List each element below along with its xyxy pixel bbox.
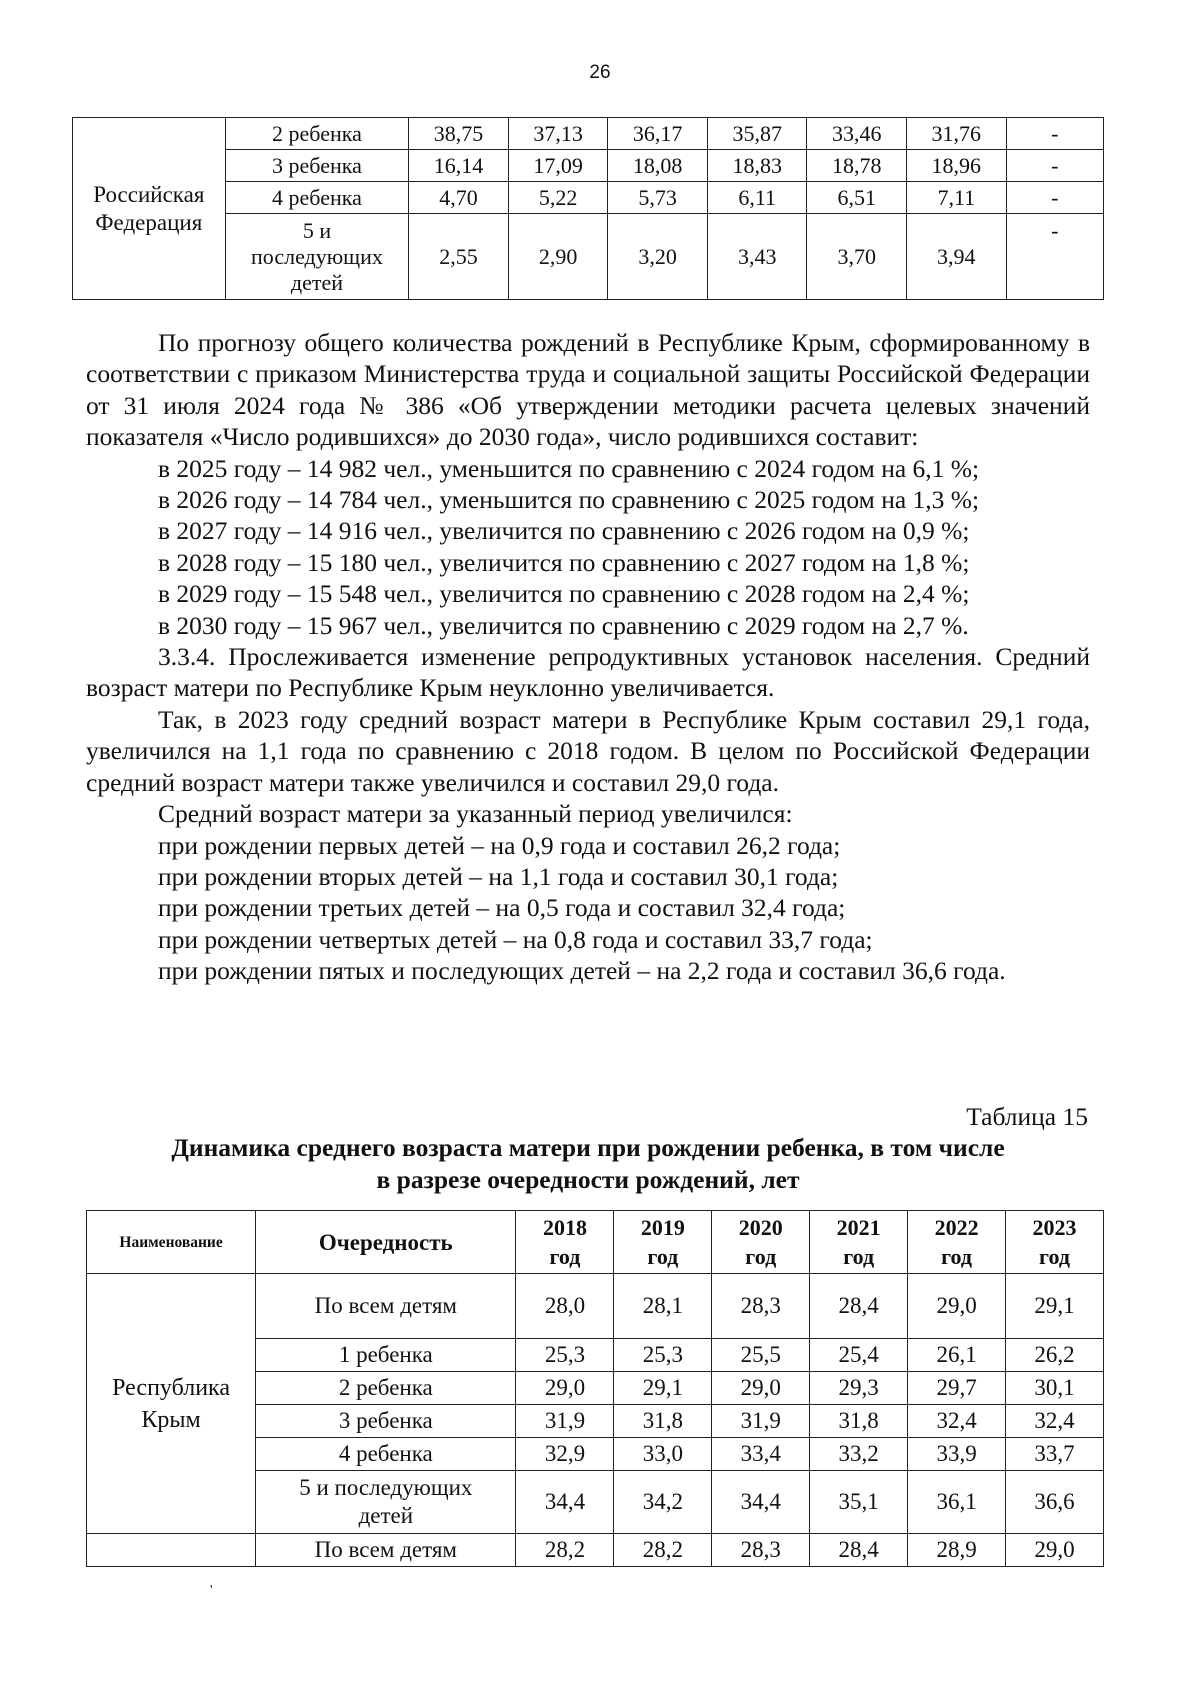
value-cell: 17,09 [508,150,608,182]
header-year-value: 2018 [542,1215,587,1240]
value-cell: 29,7 [908,1372,1006,1405]
forecast-item: в 2029 году – 15 548 чел., увеличится по сравнению с 2028 годом на 2,4 %; [158,579,970,609]
order-line: детей [358,1503,414,1528]
forecast-item: в 2025 году – 14 982 чел., уменьшится по сравнению с 2024 годом на 6,1 %; [158,453,980,483]
value-cell: 26,2 [1006,1339,1104,1372]
extra-cell: - [1006,182,1103,214]
value-cell: 28,1 [614,1274,712,1339]
value-cell: 6,51 [807,182,907,214]
value-cell: 7,11 [907,182,1007,214]
order-line: детей [290,269,344,295]
value-cell: 29,0 [516,1372,614,1405]
extra-cell: - [1006,214,1103,300]
value-cell: 29,0 [908,1274,1006,1339]
value-cell: 3,20 [608,214,708,300]
value-cell: 34,4 [516,1471,614,1534]
value-cell: 2,90 [508,214,608,300]
table-header-row [87,1211,1104,1274]
table-row [73,214,1104,300]
paragraph-age-intro: Средний возраст матери за указанный период увеличился: [158,799,793,829]
value-cell: 35,87 [707,118,807,150]
value-cell: 29,1 [1006,1274,1104,1339]
value-cell: 2,55 [409,214,509,300]
header-year-value: 2019 [640,1215,685,1240]
value-cell: 35,1 [810,1471,908,1534]
value-cell: 31,9 [516,1405,614,1438]
value-cell: 33,9 [908,1438,1006,1471]
order-line: 5 и [302,217,332,243]
value-cell: 3,70 [807,214,907,300]
value-cell: 28,0 [516,1274,614,1339]
value-cell: 25,3 [614,1339,712,1372]
value-cell: 3,43 [707,214,807,300]
value-cell: 36,1 [908,1471,1006,1534]
value-cell: 33,7 [1006,1438,1104,1471]
value-cell: 32,9 [516,1438,614,1471]
value-cell: 29,0 [712,1372,810,1405]
header-year [1006,1211,1104,1274]
header-year-value: 2023 [1032,1215,1077,1240]
region-line: Республика [112,1374,230,1401]
value-cell: 28,4 [810,1534,908,1567]
value-cell: 5,73 [608,182,708,214]
value-cell: 18,96 [907,150,1007,182]
order-cell [225,214,409,300]
header-year [712,1211,810,1274]
header-year-unit: год [1039,1244,1070,1269]
value-cell: 28,3 [712,1534,810,1567]
value-cell: 36,6 [1006,1471,1104,1534]
header-order: Очередность [256,1211,516,1274]
header-year [516,1211,614,1274]
stray-mark: ' [210,1583,213,1598]
order-cell: 2 ребенка [225,118,409,150]
value-cell: 25,3 [516,1339,614,1372]
value-cell: 16,14 [409,150,509,182]
table-row [87,1534,1104,1567]
paragraph-forecast-intro: По прогнозу общего количества рождений в Республике Крым, сформированному в соответствии с приказом Министерства труда и социальной защиты Российской Федерации от 31 июля 2024 года № 386 «Об утверждении методики расчета целевых значений показателя «Число родившихся» до 2030 года», число родившихся составит: [86,328,1090,452]
age-item: при рождении первых детей – на 0,9 года и составил 26,2 года; [158,830,841,860]
paragraph-section-3-3-4: 3.3.4. Прослеживается изменение репродуктивных установок населения. Средний возраст матери по Республике Крым неуклонно увеличивается. [86,642,1090,703]
region-cell [73,118,226,300]
header-year-unit: год [647,1244,679,1269]
order-cell: По всем детям [256,1274,516,1339]
table-row [73,118,1104,150]
order-line: 5 и последующих [299,1475,473,1500]
table-title-line: в разрезе очередности рождений, лет [376,1165,800,1194]
value-cell: 34,2 [614,1471,712,1534]
value-cell: 31,9 [712,1405,810,1438]
forecast-item: в 2028 году – 15 180 чел., увеличится по сравнению с 2027 годом на 1,8 %; [158,547,970,577]
header-year-unit: год [941,1244,973,1269]
value-cell: 31,8 [810,1405,908,1438]
value-cell: 28,2 [516,1534,614,1567]
header-year-value: 2021 [836,1215,881,1240]
value-cell: 38,75 [409,118,509,150]
value-cell: 3,94 [907,214,1007,300]
table-title [86,1132,1090,1196]
order-cell [256,1471,516,1534]
order-cell: 4 ребенка [256,1438,516,1471]
page-number: 26 [589,62,611,83]
value-cell: 29,1 [614,1372,712,1405]
header-year-value: 2020 [738,1215,783,1240]
birth-share-table-continued [72,117,1104,300]
age-item: при рождении четвертых детей – на 0,8 года и составил 33,7 года; [158,924,873,954]
order-line: последующих [251,243,383,269]
table-label: Таблица 15 [966,1102,1088,1131]
header-year-unit: год [843,1244,875,1269]
order-cell: 1 ребенка [256,1339,516,1372]
value-cell: 4,70 [409,182,509,214]
value-cell: 29,0 [1006,1534,1104,1567]
value-cell: 33,0 [614,1438,712,1471]
age-item: при рождении вторых детей – на 1,1 года и составил 30,1 года; [158,861,839,891]
value-cell: 28,2 [614,1534,712,1567]
table-row [73,182,1104,214]
region-line: Крым [141,1406,201,1433]
header-year [810,1211,908,1274]
value-cell: 18,78 [807,150,907,182]
value-cell: 25,4 [810,1339,908,1372]
region-line: Российская [93,181,205,207]
mother-age-table [86,1210,1104,1567]
forecast-item: в 2027 году – 14 916 чел., увеличится по сравнению с 2026 годом на 0,9 %; [158,516,970,546]
value-cell: 28,4 [810,1274,908,1339]
forecast-item: в 2026 году – 14 784 чел., уменьшится по сравнению с 2025 годом на 1,3 %; [158,485,980,515]
header-year [614,1211,712,1274]
value-cell: 25,5 [712,1339,810,1372]
value-cell: 33,4 [712,1438,810,1471]
age-item: при рождении пятых и последующих детей – на 2,2 года и составил 36,6 года. [158,956,1006,986]
header-year-value: 2022 [934,1215,979,1240]
order-cell: 3 ребенка [256,1405,516,1438]
region-line: Федерация [95,209,203,235]
region-cell [87,1274,256,1534]
value-cell: 32,4 [908,1405,1006,1438]
region-cell-empty [87,1534,256,1567]
value-cell: 28,9 [908,1534,1006,1567]
table-row [87,1274,1104,1339]
value-cell: 30,1 [1006,1372,1104,1405]
order-cell: 3 ребенка [225,150,409,182]
value-cell: 31,8 [614,1405,712,1438]
value-cell: 32,4 [1006,1405,1104,1438]
table-row [73,150,1104,182]
header-year-unit: год [745,1244,777,1269]
value-cell: 18,83 [707,150,807,182]
value-cell: 33,46 [807,118,907,150]
extra-cell: - [1006,150,1103,182]
value-cell: 31,76 [907,118,1007,150]
value-cell: 28,3 [712,1274,810,1339]
value-cell: 33,2 [810,1438,908,1471]
forecast-item: в 2030 году – 15 967 чел., увеличится по сравнению с 2029 годом на 2,7 %. [158,610,969,640]
extra-cell: - [1006,118,1103,150]
age-item: при рождении третьих детей – на 0,5 года и составил 32,4 года; [158,893,846,923]
value-cell: 5,22 [508,182,608,214]
value-cell: 26,1 [908,1339,1006,1372]
order-cell: 4 ребенка [225,182,409,214]
body-text [86,327,1090,987]
value-cell: 36,17 [608,118,708,150]
value-cell: 34,4 [712,1471,810,1534]
header-name: Наименование [87,1211,256,1274]
header-year-unit: год [549,1244,581,1269]
order-cell: 2 ребенка [256,1372,516,1405]
table-title-line: Динамика среднего возраста матери при рождении ребенка, в том числе [171,1133,1005,1162]
value-cell: 29,3 [810,1372,908,1405]
order-cell: По всем детям [256,1534,516,1567]
value-cell: 6,11 [707,182,807,214]
paragraph-mother-age: Так, в 2023 году средний возраст матери в Республике Крым составил 29,1 года, увеличился на 1,1 года по сравнению с 2018 годом. В целом по Российской Федерации средний возраст матери также увеличился и составил 29,0 года. [86,704,1090,797]
header-year [908,1211,1006,1274]
value-cell: 18,08 [608,150,708,182]
value-cell: 37,13 [508,118,608,150]
